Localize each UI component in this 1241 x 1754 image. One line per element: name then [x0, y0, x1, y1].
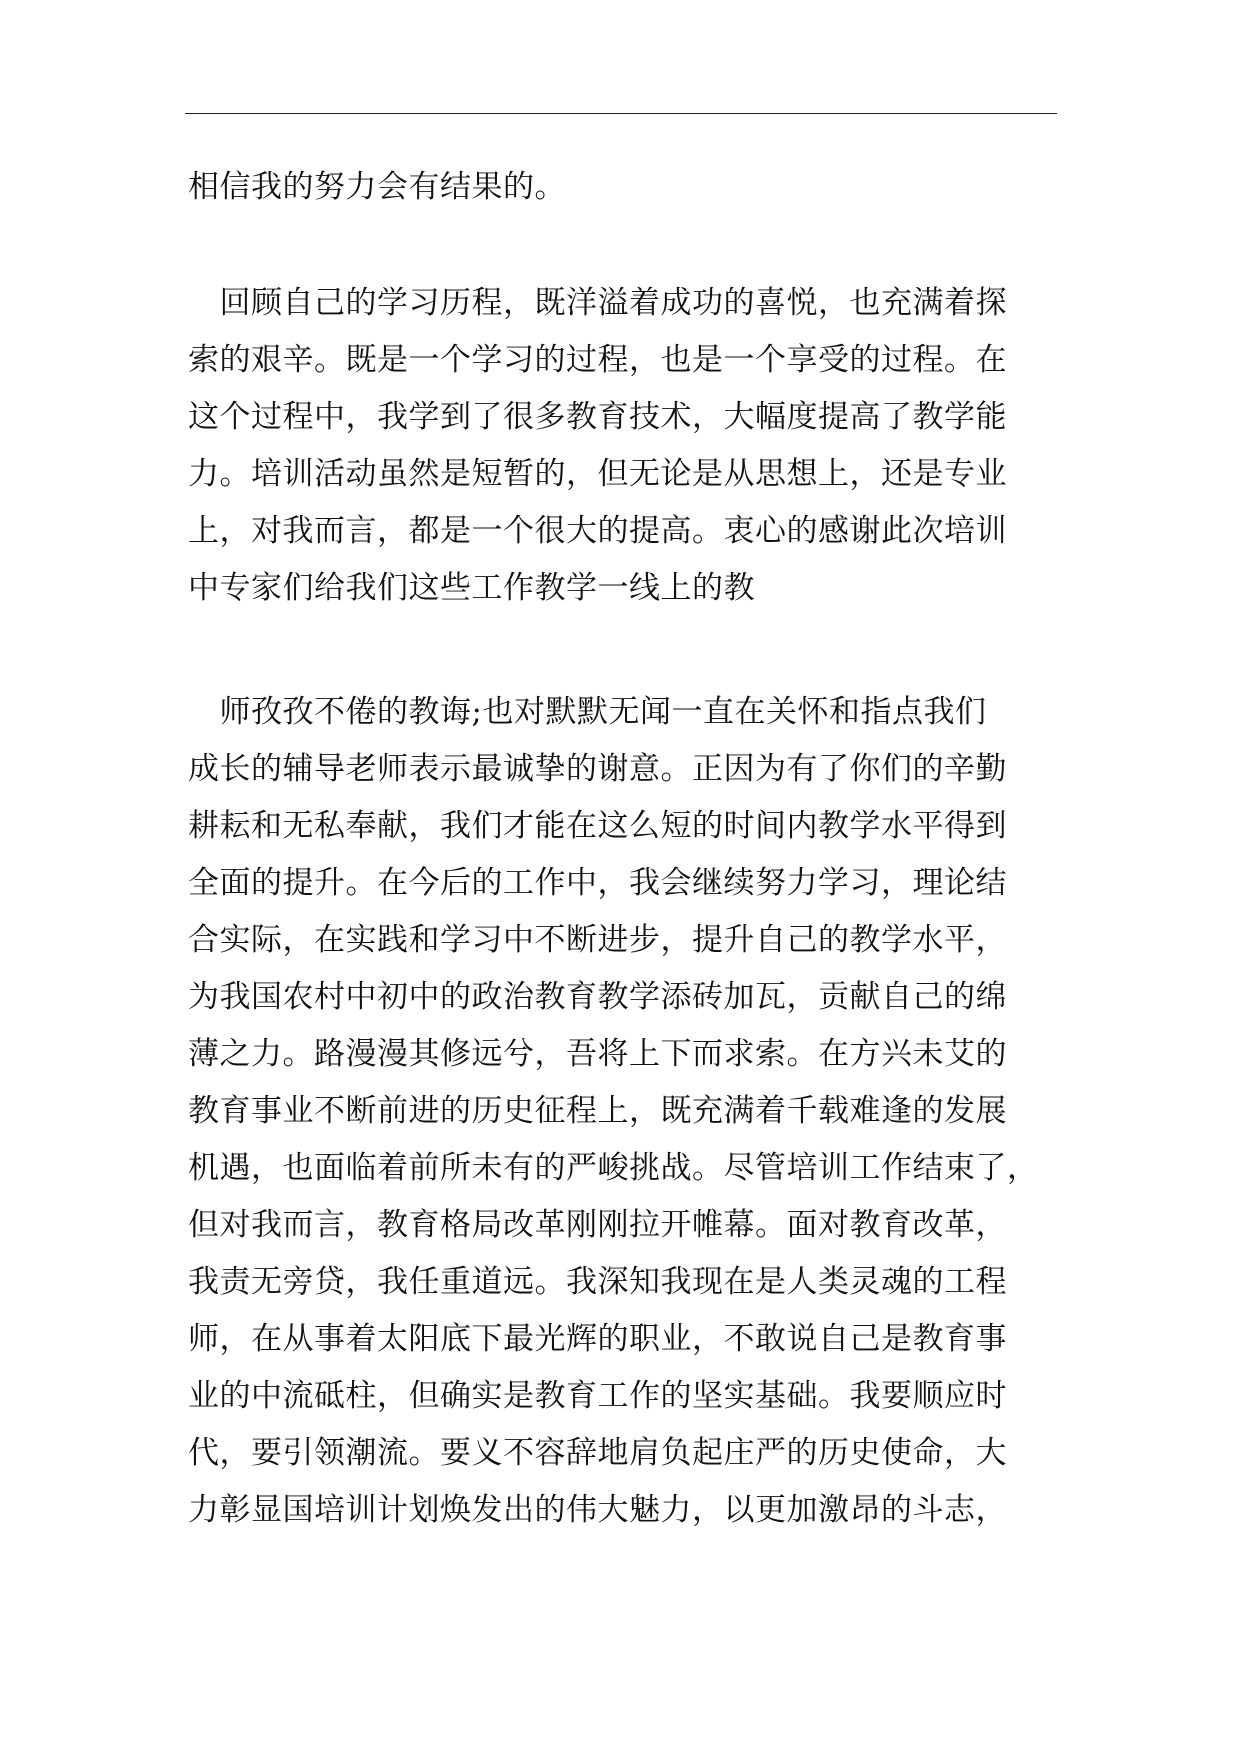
text-line: 回顾自己的学习历程，既洋溢着成功的喜悦，也充满着探: [188, 285, 1007, 321]
text-line: 上，对我而言，都是一个很大的提高。衷心的感谢此次培训: [188, 513, 1007, 549]
header-rule: [185, 113, 1057, 114]
text-line: 我责无旁贷，我任重道远。我深知我现在是人类灵魂的工程: [188, 1264, 1007, 1300]
text-line: 薄之力。路漫漫其修远兮，吾将上下而求索。在方兴未艾的: [188, 1036, 1007, 1072]
text-line: 教育事业不断前进的历史征程上，既充满着千载难逢的发展: [188, 1093, 1007, 1129]
text-line: 力彰显国培训计划焕发出的伟大魅力，以更加激昂的斗志，: [188, 1492, 1007, 1528]
text-line: 师，在从事着太阳底下最光辉的职业，不敢说自己是教育事: [188, 1321, 1007, 1357]
text-line: 力。培训活动虽然是短暂的，但无论是从思想上，还是专业: [188, 456, 1007, 492]
text-line: 师孜孜不倦的教诲;也对默默无闻一直在关怀和指点我们: [188, 694, 987, 730]
text-line: 合实际，在实践和学习中不断进步，提升自己的教学水平，: [188, 922, 1007, 958]
text-line: 索的艰辛。既是一个学习的过程，也是一个享受的过程。在: [188, 342, 1007, 378]
text-line: 这个过程中，我学到了很多教育技术，大幅度提高了教学能: [188, 399, 1007, 435]
text-line: 相信我的努力会有结果的。: [188, 169, 566, 205]
text-line: 中专家们给我们这些工作教学一线上的教: [188, 570, 755, 606]
text-line: 机遇，也面临着前所未有的严峻挑战。尽管培训工作结束了，: [188, 1150, 1039, 1186]
text-line: 耕耘和无私奉献，我们才能在这么短的时间内教学水平得到: [188, 808, 1007, 844]
text-line: 代，要引领潮流。要义不容辞地肩负起庄严的历史使命，大: [188, 1435, 1007, 1471]
text-line: 但对我而言，教育格局改革刚刚拉开帷幕。面对教育改革，: [188, 1207, 1007, 1243]
text-line: 成长的辅导老师表示最诚挚的谢意。正因为有了你们的辛勤: [188, 751, 1007, 787]
text-line: 业的中流砥柱，但确实是教育工作的坚实基础。我要顺应时: [188, 1378, 1007, 1414]
text-line: 全面的提升。在今后的工作中，我会继续努力学习，理论结: [188, 865, 1007, 901]
text-line: 为我国农村中初中的政治教育教学添砖加瓦，贡献自己的绵: [188, 979, 1007, 1015]
